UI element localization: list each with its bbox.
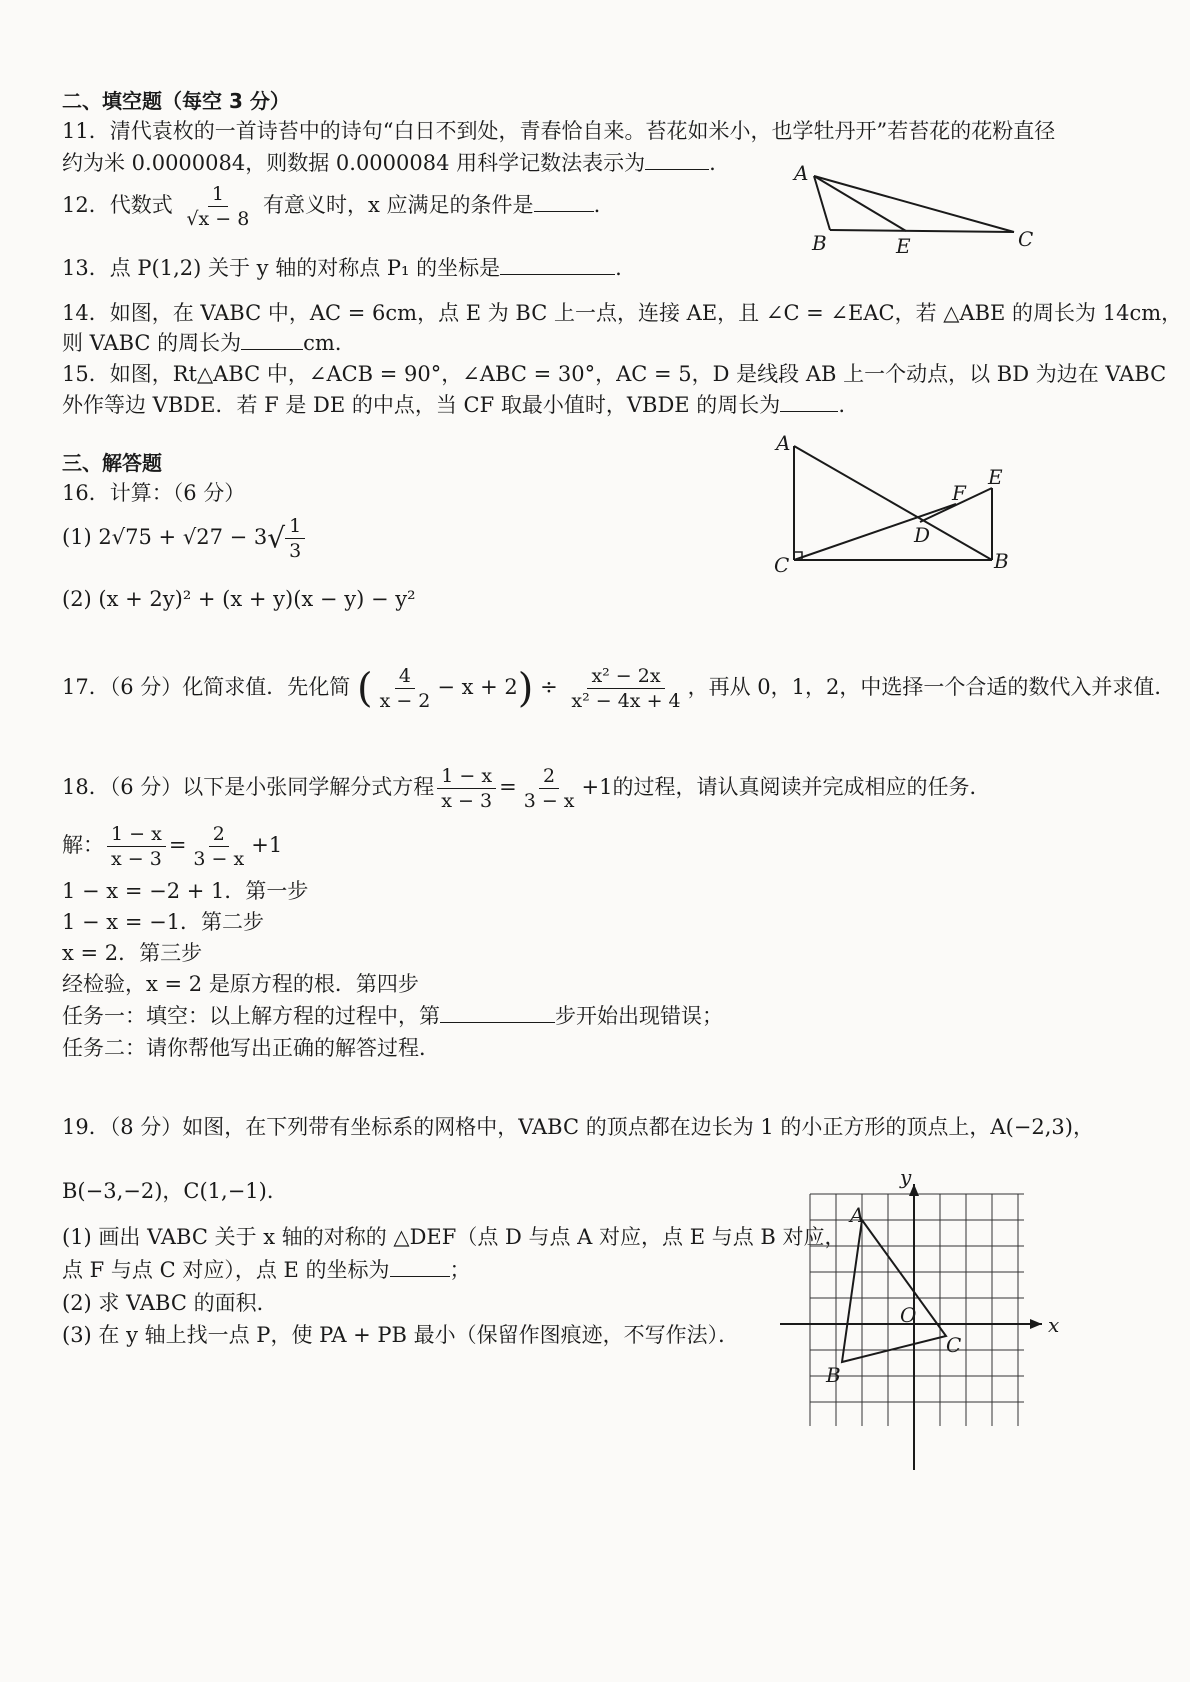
q14-line1: 14．如图，在 VABC 中，AC = 6cm，点 E 为 BC 上一点，连接 AE，且 ∠C = ∠EAC，若 △ABE 的周长为 14cm，	[62, 301, 1183, 325]
label-y: y	[900, 1170, 912, 1189]
q18-step3: x = 2．第三步	[62, 941, 203, 965]
q18-task1-end: 步开始出现错误；	[555, 1004, 723, 1028]
section-fill-in-title: 二、填空题（每空 3 分）	[62, 89, 290, 113]
q18-task1-text: 任务一：填空：以上解方程的过程中，第	[62, 1004, 440, 1028]
q12-prefix: 12．代数式	[62, 193, 173, 217]
label-b: B	[826, 1363, 841, 1387]
figure-triangle-abe-svg	[790, 160, 1050, 260]
q14-answer-blank[interactable]	[241, 327, 303, 350]
q19-part1-b	[62, 1254, 471, 1285]
figure-coordinate-grid-svg	[780, 1170, 1070, 1490]
q16-frac-denominator: 3	[289, 540, 302, 562]
q18-sol-rhs-fraction	[189, 822, 248, 871]
label-b: B	[812, 231, 827, 255]
label-c: C	[1018, 227, 1034, 251]
figure-right-triangle-bde-svg	[770, 430, 1050, 590]
q15-end: .	[838, 393, 845, 417]
q17-f2-numerator: x² − 2x	[587, 664, 664, 689]
q18-sol-lhs-fraction	[107, 822, 166, 871]
q16-frac-numerator: 1	[285, 514, 305, 539]
q14-unit: cm．	[303, 331, 356, 355]
q18-sol-lhs-numerator: 1 − x	[107, 822, 166, 847]
q15-answer-blank[interactable]	[780, 389, 838, 412]
q18-task1-blank[interactable]	[440, 1000, 555, 1023]
q19-part3: (3) 在 y 轴上找一点 P，使 PA + PB 最小（保留作图痕迹，不写作法）．	[62, 1323, 740, 1347]
label-e: E	[896, 234, 911, 258]
q18-step1: 1 − x = −2 + 1．第一步	[62, 879, 309, 903]
triangle-abc	[842, 1220, 946, 1362]
q17-f1-numerator: 4	[395, 664, 415, 689]
q16-part1-expr: (1) 2√75 + √27 − 3	[62, 525, 268, 549]
q17-fraction2	[567, 664, 684, 713]
q19-part1-end: ；	[449, 1258, 471, 1282]
q14-line2	[62, 327, 356, 358]
label-a: A	[776, 431, 791, 455]
section-solve-title: 三、解答题	[62, 451, 162, 475]
figure-right-triangle-bde	[770, 430, 1050, 590]
q13-end: .	[615, 256, 622, 280]
label-c: C	[774, 553, 790, 577]
q14-prefix: 则 VABC 的周长为	[62, 331, 242, 355]
q18-solution-equation	[62, 822, 282, 871]
q18-step4: 经检验，x = 2 是原方程的根．第四步	[62, 972, 419, 996]
q19-part1-text: 点 F 与点 C 对应），点 E 的坐标为	[62, 1258, 390, 1282]
q12-answer-blank[interactable]	[534, 189, 594, 212]
q18-task2: 任务二：请你帮他写出正确的解答过程．	[62, 1036, 440, 1060]
q18-sol-rhs-denominator: 3 − x	[193, 848, 245, 870]
q19-answer-blank[interactable]	[390, 1254, 450, 1277]
q19-part1-a: (1) 画出 VABC 关于 x 轴的对称的 △DEF（点 D 与点 A 对应，点 E 与点 B 对应，	[62, 1225, 846, 1249]
q18-suffix: 的过程，请认真阅读并完成相应的任务．	[612, 775, 991, 799]
label-a: A	[794, 161, 809, 185]
q18-sol-label: 解：	[62, 833, 104, 857]
q11-text: 约为米 0.0000084，则数据 0.0000084 用科学记数法表示为	[62, 151, 646, 175]
label-x: x	[1048, 1313, 1060, 1337]
q15-line2	[62, 389, 845, 420]
q18-equals: =	[499, 775, 517, 799]
q12-end: .	[593, 193, 601, 217]
q18-lhs-denominator: x − 3	[441, 790, 493, 812]
figure-triangle-abe	[790, 160, 1050, 260]
x-axis-arrow	[1030, 1319, 1042, 1329]
q18-rhs-numerator: 2	[539, 764, 559, 789]
q16-title: 16．计算：（6 分）	[62, 481, 246, 505]
q12-line	[62, 182, 600, 231]
q16-part1: (1) 2√75 + √27 − 3√ $\frac{1}{3}$	[62, 514, 308, 563]
q13-text: 13．点 P(1,2) 关于 y 轴的对称点 P₁ 的坐标是	[62, 256, 501, 280]
q11-end: .	[709, 151, 716, 175]
q11-answer-blank[interactable]	[645, 147, 709, 170]
label-b: B	[994, 549, 1009, 573]
segment-bc	[830, 230, 1014, 232]
figure-coordinate-grid	[780, 1170, 1070, 1490]
label-f: F	[952, 481, 966, 505]
q18-sol-lhs-denominator: x − 3	[111, 848, 162, 870]
q19-part2: (2) 求 VABC 的面积．	[62, 1291, 278, 1315]
q18-line	[62, 764, 990, 813]
q16-part2: (2) (x + 2y)² + (x + y)(x − y) − y²	[62, 587, 416, 611]
q18-lhs-numerator: 1 − x	[437, 764, 496, 789]
q18-plus-one: +1	[581, 775, 613, 799]
q11-line1: 11．清代袁枚的一首诗苔中的诗句“白日不到处，青春恰自来。苔花如米小，也学牡丹开”若苔花的花粉直径	[62, 119, 1056, 143]
q17-fraction1	[376, 664, 435, 713]
label-c: C	[946, 1333, 962, 1357]
q17-line: 17．（6 分）化简求值．先化简 ( $\frac{4}{x - 2}$ − x + 2) ÷ $\frac{\text{x² − 2x}}{\text{x² − 4x + 4}}$ ，再从 0，1，2，中选择一个合适的数代入并求值．	[62, 665, 1176, 712]
q12-frac-denominator: √x − 8	[186, 208, 250, 230]
q17-mid: − x + 2	[437, 675, 518, 699]
label-d: D	[914, 523, 931, 547]
q13-line	[62, 252, 622, 283]
q18-step2: 1 − x = −1．第二步	[62, 910, 265, 934]
segment-cf	[794, 504, 956, 560]
q18-lhs-fraction	[437, 764, 496, 813]
q12-fraction	[182, 182, 253, 231]
q19-line1: 19．（8 分）如图，在下列带有坐标系的网格中，VABC 的顶点都在边长为 1 的小正方形的顶点上，A(−2,3)，	[62, 1115, 1094, 1139]
label-e: E	[988, 465, 1003, 489]
q18-rhs-fraction	[520, 764, 579, 813]
q19-line2: B(−3,−2)，C(1,−1)．	[62, 1179, 288, 1203]
q17-suffix: ，再从 0，1，2，中选择一个合适的数代入并求值．	[687, 675, 1176, 699]
q15-line1: 15．如图，Rt△ABC 中，∠ACB = 90°，∠ABC = 30°，AC = 5，D 是线段 AB 上一个动点，以 BD 为边在 VABC	[62, 362, 1167, 386]
q12-frac-numerator: 1	[208, 182, 228, 207]
q17-prefix: 17．（6 分）化简求值．先化简	[62, 675, 351, 699]
q15-text: 外作等边 VBDE．若 F 是 DE 的中点，当 CF 取最小值时，VBDE 的周长为	[62, 393, 781, 417]
q16-part1-fraction	[285, 514, 305, 563]
q17-f1-denominator: x − 2	[379, 690, 431, 712]
q18-sol-rhs-numerator: 2	[209, 822, 229, 847]
segment-ac	[814, 176, 1014, 232]
q12-suffix: 有意义时，x 应满足的条件是	[263, 193, 534, 217]
q18-task1	[62, 1000, 723, 1031]
q18-sol-plus-one: +1	[251, 833, 283, 857]
q17-div-sign: ÷	[540, 675, 558, 699]
q17-f2-denominator: x² − 4x + 4	[571, 690, 681, 712]
q13-answer-blank[interactable]	[500, 252, 615, 275]
label-a: A	[850, 1203, 865, 1227]
q18-sol-equals: =	[168, 833, 187, 857]
q18-prefix: 18．（6 分）以下是小张同学解分式方程	[62, 775, 435, 799]
label-origin: O	[900, 1303, 917, 1327]
q18-rhs-denominator: 3 − x	[523, 790, 575, 812]
q11-line2	[62, 147, 716, 178]
